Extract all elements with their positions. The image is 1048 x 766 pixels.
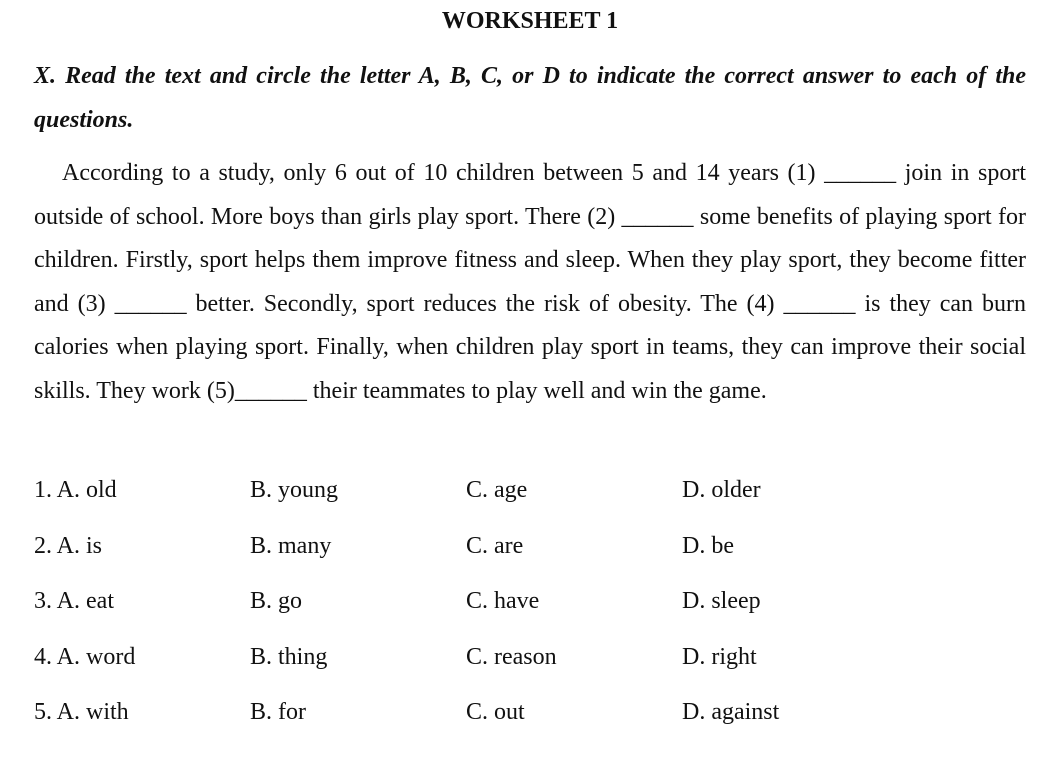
question-1-option-b[interactable]: B. young [250, 477, 339, 503]
question-3-option-a[interactable]: 3. A. eat [34, 588, 114, 614]
question-2-option-c[interactable]: C. are [466, 532, 524, 559]
question-row [34, 635, 1026, 691]
question-row [34, 468, 1026, 524]
question-5-option-d[interactable]: D. against [682, 699, 780, 725]
question-row [34, 690, 1026, 746]
question-2-option-a[interactable]: 2. A. is [34, 532, 103, 559]
question-row [34, 524, 1026, 580]
question-2-option-b[interactable]: B. many [250, 532, 332, 559]
reading-passage: According to a study, only 6 out of 10 children between 5 and 14 years (1) ______ join in sport outside of school. More boys than girls play sport. There (2) ______ some benefits of playing sport for children. Firstly, sport helps them improve fitness and sleep. When they play sport, they become fitter and (3) ______ better. Secondly, sport reduces the risk of obesity. The (4) ______ is they can burn calories when playing sport. Finally, when children play sport in teams, they can improve their social skills. They work (5)______ their teammates to play well and win the game. [34, 160, 1026, 404]
worksheet-title: WORKSHEET 1 [441, 8, 619, 34]
question-4-option-c[interactable]: C. reason [466, 643, 557, 670]
question-row [34, 579, 1026, 635]
question-2-option-d[interactable]: D. be [682, 532, 734, 559]
question-3-option-d[interactable]: D. sleep [682, 588, 761, 614]
question-5-option-a[interactable]: 5. A. with [34, 699, 129, 725]
question-3-option-b[interactable]: B. go [250, 588, 303, 614]
question-5-option-c[interactable]: C. out [466, 699, 525, 725]
question-4-option-d[interactable]: D. right [682, 643, 757, 670]
instruction-text: X. Read the text and circle the letter A, B, C, or D to indicate the correct answer to each of the questions. [34, 63, 1026, 133]
question-3-option-c[interactable]: C. have [466, 588, 540, 614]
question-1-option-d[interactable]: D. older [682, 477, 761, 503]
question-5-option-b[interactable]: B. for [250, 699, 306, 725]
question-4-option-a[interactable]: 4. A. word [34, 643, 136, 670]
question-list [34, 468, 1026, 746]
question-4-option-b[interactable]: B. thing [250, 643, 328, 670]
question-1-option-c[interactable]: C. age [466, 477, 528, 503]
question-1-option-a[interactable]: 1. A. old [34, 477, 117, 503]
